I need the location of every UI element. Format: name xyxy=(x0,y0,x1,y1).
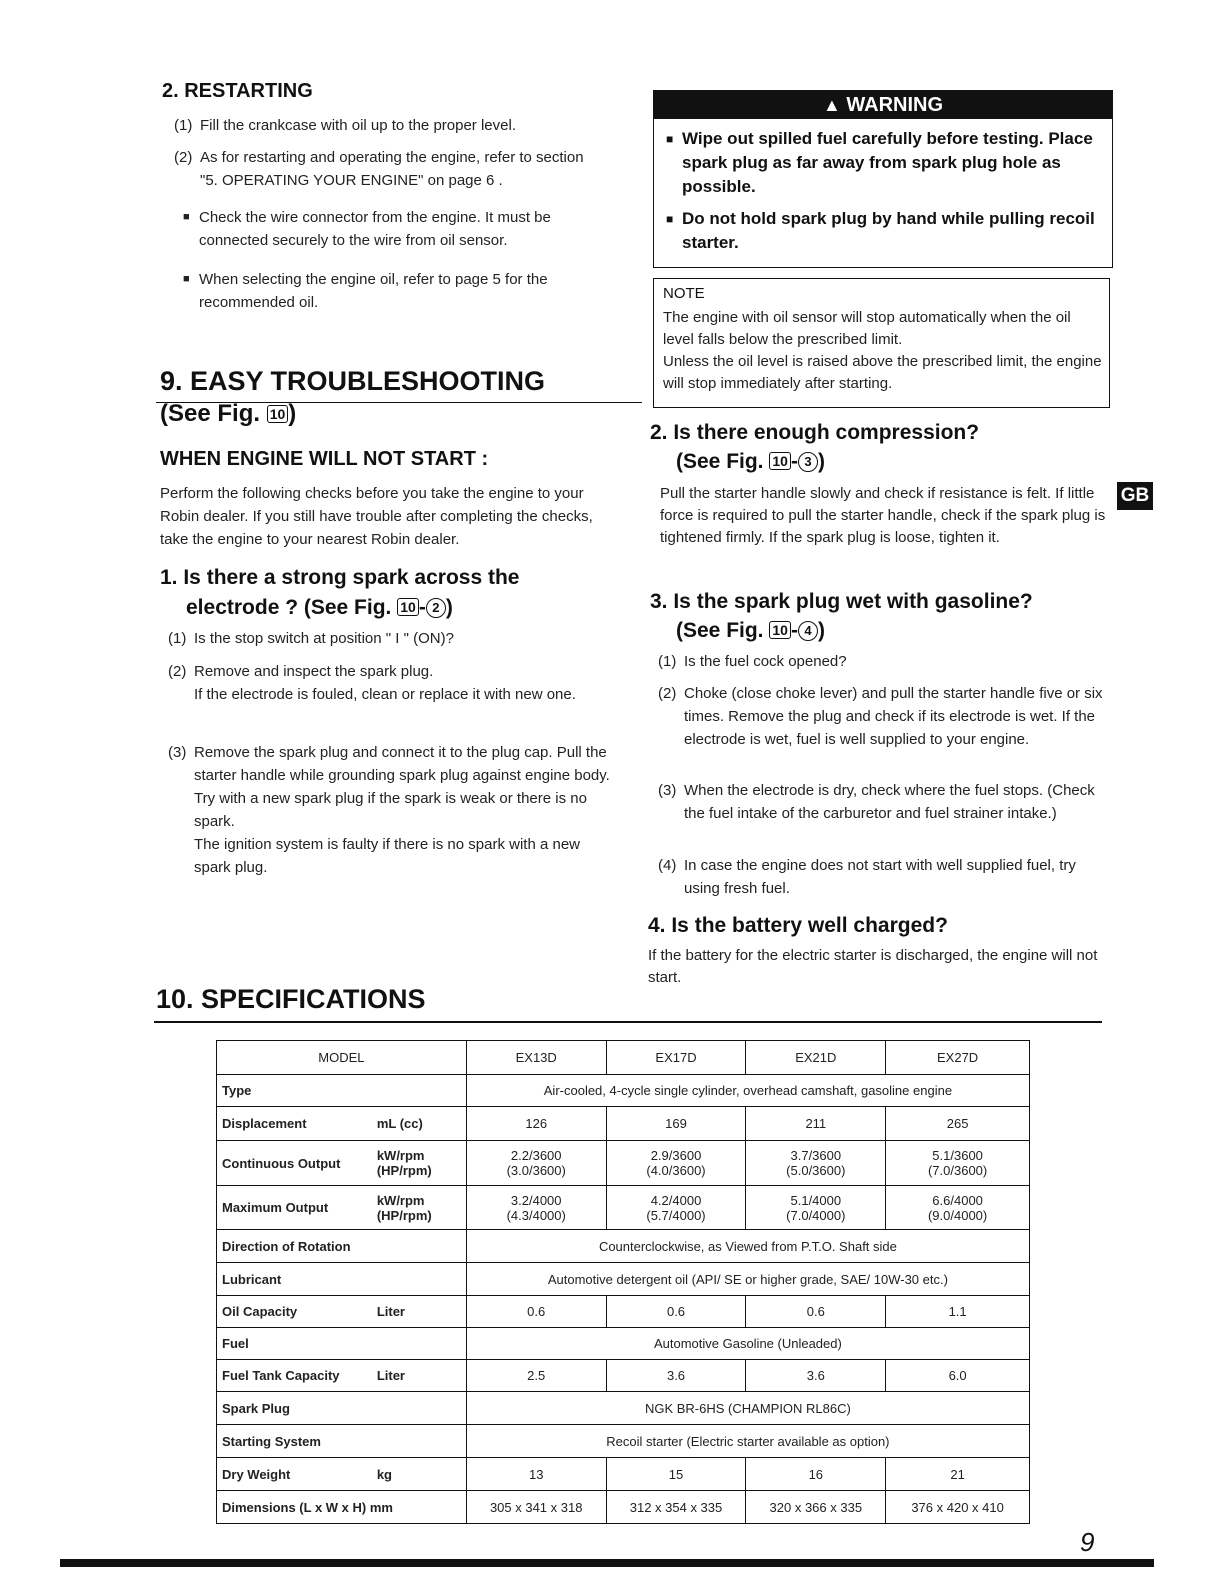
troubleshooting-see-fig: (See Fig. 10 ) xyxy=(160,400,297,427)
warning-header: ▲ WARNING xyxy=(654,91,1112,119)
note-line-2: Unless the oil level is raised above the prescribed limit, the engine will stop immediately after starting. xyxy=(663,353,1102,392)
table-row xyxy=(217,1186,1030,1230)
header-model-name: EX17D xyxy=(606,1041,746,1075)
cell-value: 6.6/4000 (9.0/4000) xyxy=(886,1186,1030,1230)
row-span-value: Automotive Gasoline (Unleaded) xyxy=(466,1328,1029,1360)
item-number: (2) xyxy=(174,149,193,166)
cell-value: 3.6 xyxy=(606,1360,746,1392)
row-unit: mL (cc) xyxy=(376,1116,423,1131)
row-label: Dry Weight xyxy=(222,1466,291,1482)
item-number: (1) xyxy=(658,653,677,670)
table-row xyxy=(217,1360,1030,1392)
table-row xyxy=(217,1392,1030,1425)
table-row xyxy=(217,1328,1030,1360)
q4-heading: 4. Is the battery well charged? xyxy=(648,914,948,937)
troubleshooting-title: 9. EASY TROUBLESHOOTING xyxy=(160,366,546,396)
figure-ref-box: 10 xyxy=(267,405,289,423)
row-label-cell xyxy=(217,1141,467,1186)
row-label-cell xyxy=(217,1186,467,1230)
warning-triangle-icon: ▲ xyxy=(822,95,841,115)
item-number: (1) xyxy=(174,117,193,134)
item-number: (2) xyxy=(168,663,187,680)
cell-value: 305 x 341 x 318 xyxy=(466,1491,606,1524)
cell-value: 15 xyxy=(606,1458,746,1491)
header-model-name: EX27D xyxy=(886,1041,1030,1075)
item-number: (2) xyxy=(658,685,677,702)
specifications-table xyxy=(216,1040,1030,1524)
q3-item-3 xyxy=(658,779,1108,825)
restarting-title: 2. RESTARTING xyxy=(162,80,313,102)
row-label: Type xyxy=(217,1075,467,1107)
cell-value: 312 x 354 x 335 xyxy=(606,1491,746,1524)
q2-heading-line2: (See Fig. 10 - 3 ) xyxy=(676,450,825,473)
restarting-bullet-1: ■ Check the wire connector from the engine. It must be connected securely to the wire from oil sensor. xyxy=(199,206,619,252)
warning-item-2: ■ Do not hold spark plug by hand while pulling recoil starter. xyxy=(682,207,1104,255)
item-text: Choke (close choke lever) and pull the starter handle five or six times. Remove the plug and check if its electrode is wet. If the electrode is wet, fuel is well supplied to your engine. xyxy=(684,685,1103,748)
item-text: Remove the spark plug and connect it to the plug cap. Pull the starter handle while grounding spark plug against engine body. Try with a new spark plug if the spark is weak or there is no spark. xyxy=(194,744,610,830)
item-number: (3) xyxy=(168,744,187,761)
cell-value: 0.6 xyxy=(606,1296,746,1328)
header-model: MODEL xyxy=(217,1041,467,1075)
note-line-1: The engine with oil sensor will stop automatically when the oil level falls below the prescribed limit. xyxy=(663,309,1071,348)
table-row xyxy=(217,1107,1030,1141)
row-label-cell xyxy=(217,1458,467,1491)
restarting-bullet-2: ■ When selecting the engine oil, refer to page 5 for the recommended oil. xyxy=(199,268,619,314)
item-text-cont: The ignition system is faulty if there is no spark with a new spark plug. xyxy=(194,836,581,876)
note-label: NOTE xyxy=(663,285,705,302)
header-model-name: EX13D xyxy=(466,1041,606,1075)
item-number: (1) xyxy=(168,630,187,647)
item-text: As for restarting and operating the engine, refer to section xyxy=(200,149,584,166)
q3-item-2 xyxy=(658,682,1108,751)
q2-text: Pull the starter handle slowly and check if resistance is felt. If little force is required to pull the starter handle, check if the spark plug is tightened firmly. If the spark plug is loose, tighten it. xyxy=(660,485,1106,546)
item-text: Is the stop switch at position " I " (ON)? xyxy=(194,630,454,647)
figure-ref-box: 10 xyxy=(769,621,791,639)
row-unit: kW/rpm (HP/rpm) xyxy=(376,1192,432,1223)
row-label: Direction of Rotation xyxy=(217,1230,467,1263)
row-label: Continuous Output xyxy=(222,1155,341,1171)
item-text: Remove and inspect the spark plug. xyxy=(194,663,434,680)
q3-heading-line1: 3. Is the spark plug wet with gasoline? xyxy=(650,590,1033,613)
cell-value: 21 xyxy=(886,1458,1030,1491)
cell-value: 5.1/4000 (7.0/4000) xyxy=(746,1186,886,1230)
item-text-cont: If the electrode is fouled, clean or replace it with new one. xyxy=(194,686,576,703)
cell-value: 4.2/4000 (5.7/4000) xyxy=(606,1186,746,1230)
cell-value: 320 x 366 x 335 xyxy=(746,1491,886,1524)
q1-item-1 xyxy=(168,627,618,650)
figure-ref-box: 10 xyxy=(397,598,419,616)
cell-value: 3.7/3600 (5.0/3600) xyxy=(746,1141,886,1186)
cell-value: 6.0 xyxy=(886,1360,1030,1392)
row-label-cell xyxy=(217,1360,467,1392)
row-label: Fuel Tank Capacity xyxy=(222,1368,340,1383)
item-text: In case the engine does not start with well supplied fuel, try using fresh fuel. xyxy=(684,857,1076,897)
row-unit: kW/rpm (HP/rpm) xyxy=(376,1148,432,1178)
q3-item-4 xyxy=(658,854,1108,900)
cell-value: 2.2/3600 (3.0/3600) xyxy=(466,1141,606,1186)
restarting-item-2 xyxy=(174,146,624,192)
row-label: Lubricant xyxy=(217,1263,467,1296)
troubleshooting-intro: Perform the following checks before you take the engine to your Robin dealer. If you still have trouble after completing the checks, take the engine to your nearest Robin dealer. xyxy=(160,485,593,548)
warning-box xyxy=(653,90,1113,268)
cell-value: 126 xyxy=(466,1107,606,1141)
cell-value: 2.9/3600 (4.0/3600) xyxy=(606,1141,746,1186)
specifications-title: 10. SPECIFICATIONS xyxy=(156,984,426,1014)
q1-heading-line2: electrode ? (See Fig. 10 - 2 ) xyxy=(186,596,453,619)
table-row xyxy=(217,1425,1030,1458)
q3-heading-line2: (See Fig. 10 - 4 ) xyxy=(676,619,825,642)
figure-part-circle: 4 xyxy=(798,621,818,641)
cell-value: 211 xyxy=(746,1107,886,1141)
cell-value: 2.5 xyxy=(466,1360,606,1392)
restarting-item-1 xyxy=(174,114,614,137)
table-row xyxy=(217,1458,1030,1491)
row-label: Starting System xyxy=(217,1425,467,1458)
cell-value: 5.1/3600 (7.0/3600) xyxy=(886,1141,1030,1186)
item-text: Fill the crankcase with oil up to the proper level. xyxy=(200,117,516,134)
table-row xyxy=(217,1491,1030,1524)
row-unit: Liter xyxy=(376,1304,405,1319)
row-span-value: Automotive detergent oil (API/ SE or higher grade, SAE/ 10W-30 etc.) xyxy=(466,1263,1029,1296)
cell-value: 0.6 xyxy=(466,1296,606,1328)
row-label-cell xyxy=(217,1296,467,1328)
item-number: (4) xyxy=(658,857,677,874)
cell-value: 13 xyxy=(466,1458,606,1491)
q4-text: If the battery for the electric starter is discharged, the engine will not start. xyxy=(648,947,1098,986)
table-row xyxy=(217,1263,1030,1296)
page-number: 9 xyxy=(1080,1527,1095,1557)
q1-item-3 xyxy=(168,741,618,879)
figure-ref-box: 10 xyxy=(769,452,791,470)
row-span-value: Air-cooled, 4-cycle single cylinder, overhead camshaft, gasoline engine xyxy=(466,1075,1029,1107)
row-label: Fuel xyxy=(217,1328,467,1360)
note-box xyxy=(653,278,1110,408)
row-label: Oil Capacity xyxy=(222,1304,298,1319)
cell-value: 0.6 xyxy=(746,1296,886,1328)
when-heading: WHEN ENGINE WILL NOT START : xyxy=(160,448,489,470)
table-row xyxy=(217,1141,1030,1186)
row-label: Dimensions (L x W x H) mm xyxy=(217,1491,467,1524)
row-span-value: Counterclockwise, as Viewed from P.T.O. Shaft side xyxy=(466,1230,1029,1263)
cell-value: 265 xyxy=(886,1107,1030,1141)
row-label: Displacement xyxy=(222,1116,307,1131)
row-label: Spark Plug xyxy=(217,1392,467,1425)
bottom-rule xyxy=(60,1559,1154,1567)
cell-value: 16 xyxy=(746,1458,886,1491)
table-header-row xyxy=(217,1041,1030,1075)
cell-value: 376 x 420 x 410 xyxy=(886,1491,1030,1524)
row-unit: kg xyxy=(376,1466,392,1482)
row-span-value: NGK BR-6HS (CHAMPION RL86C) xyxy=(466,1392,1029,1425)
q2-heading-line1: 2. Is there enough compression? xyxy=(650,421,980,444)
table-row xyxy=(217,1075,1030,1107)
item-number: (3) xyxy=(658,782,677,799)
item-text-ref: "5. OPERATING YOUR ENGINE" on page 6 . xyxy=(200,172,503,189)
specifications-rule xyxy=(154,1021,1102,1023)
language-tab-gb: GB xyxy=(1117,482,1153,510)
cell-value: 1.1 xyxy=(886,1296,1030,1328)
table-row xyxy=(217,1296,1030,1328)
cell-value: 3.2/4000 (4.3/4000) xyxy=(466,1186,606,1230)
q1-heading-line1: 1. Is there a strong spark across the xyxy=(160,566,520,589)
row-unit: Liter xyxy=(376,1368,405,1383)
row-label: Maximum Output xyxy=(222,1200,329,1215)
figure-part-circle: 3 xyxy=(798,452,818,472)
cell-value: 3.6 xyxy=(746,1360,886,1392)
figure-part-circle: 2 xyxy=(426,598,446,618)
q1-item-2 xyxy=(168,660,618,706)
q3-item-1 xyxy=(658,650,1108,673)
row-label-cell xyxy=(217,1107,467,1141)
table-row xyxy=(217,1230,1030,1263)
item-text: When the electrode is dry, check where the fuel stops. (Check the fuel intake of the carburetor and fuel strainer intake.) xyxy=(684,782,1095,822)
item-text: Is the fuel cock opened? xyxy=(684,653,847,670)
row-span-value: Recoil starter (Electric starter available as option) xyxy=(466,1425,1029,1458)
header-model-name: EX21D xyxy=(746,1041,886,1075)
warning-item-1: ■ Wipe out spilled fuel carefully before testing. Place spark plug as far away from spark plug hole as possible. xyxy=(682,127,1104,199)
cell-value: 169 xyxy=(606,1107,746,1141)
